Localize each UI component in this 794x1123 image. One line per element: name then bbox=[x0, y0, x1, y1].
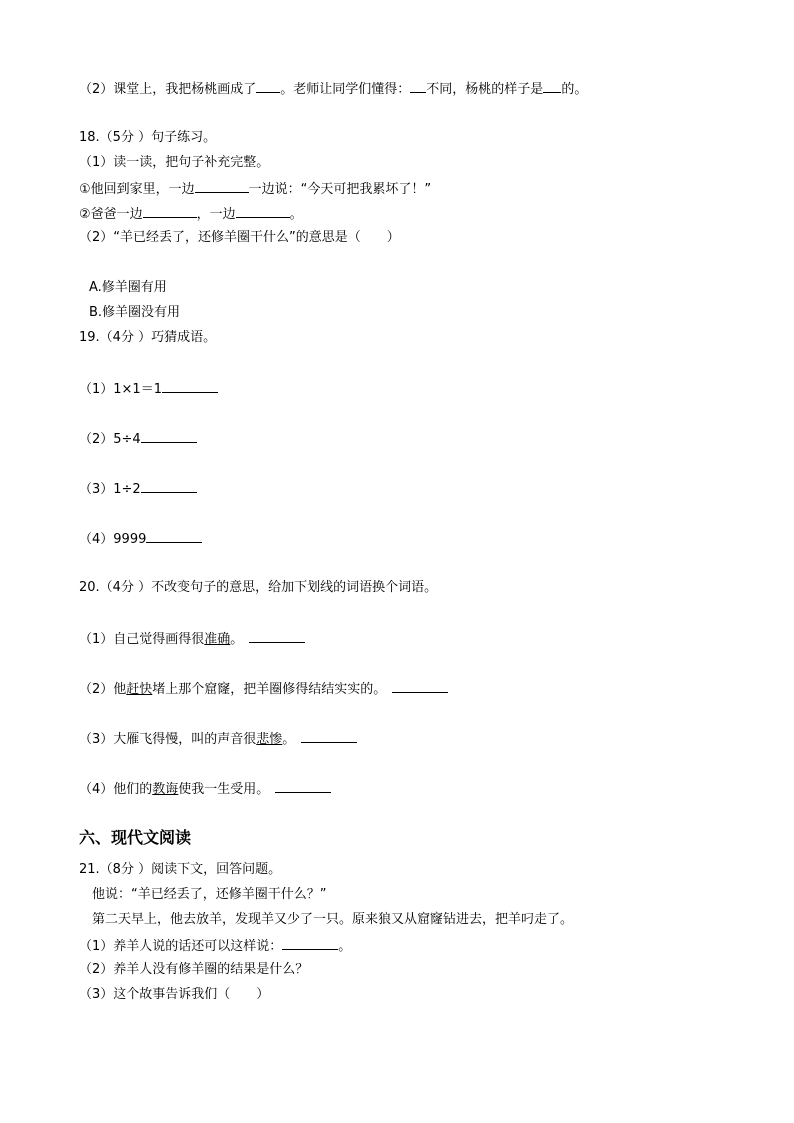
q21-question-3: （3）这个故事告诉我们（ ） bbox=[79, 987, 270, 1002]
answer-blank[interactable] bbox=[143, 205, 197, 218]
answer-blank[interactable] bbox=[275, 780, 331, 793]
q21-question-2: （2）养羊人没有修羊圈的结果是什么？ bbox=[79, 962, 309, 977]
q20-item-1: （1）自己觉得画得很准确。 bbox=[79, 630, 305, 648]
answer-blank[interactable] bbox=[249, 630, 305, 643]
q18-title: 18.（5分 ）句子练习。 bbox=[79, 130, 217, 145]
q18-sentence-2: ②爸爸一边 ，一边 。 bbox=[79, 207, 303, 222]
q18-sentence-1: ①他回到家里，一边 一边说：“今天可把我累坏了！” bbox=[79, 182, 432, 197]
q19-title: 19.（4分 ）巧猜成语。 bbox=[79, 330, 217, 345]
q19-item-3: （3）1÷2 bbox=[79, 480, 197, 498]
answer-blank[interactable] bbox=[543, 80, 561, 93]
answer-blank[interactable] bbox=[141, 480, 197, 493]
q19-item-4: （4）9999 bbox=[79, 530, 202, 548]
answer-blank[interactable] bbox=[195, 180, 249, 193]
q21-passage-line-2: 第二天早上，他去放羊，发现羊又少了一只。原来狼又从窟窿钻进去，把羊叼走了。 bbox=[92, 912, 574, 927]
q18-part-1: （1）读一读，把句子补充完整。 bbox=[79, 155, 270, 170]
q18-option-a[interactable]: A.修羊圈有用 bbox=[89, 280, 167, 295]
q18-option-b[interactable]: B.修羊圈没有用 bbox=[89, 305, 181, 320]
underlined-word: 教诲 bbox=[152, 782, 179, 797]
answer-blank[interactable] bbox=[236, 205, 290, 218]
q19-item-1: （1）1×1＝1 bbox=[79, 380, 218, 398]
q21-title: 21.（8分 ）阅读下文，回答问题。 bbox=[79, 862, 282, 877]
q20-item-4: （4）他们的教诲使我一生受用。 bbox=[79, 780, 331, 798]
q21-question-1: （1）养羊人说的话还可以这样说： 。 bbox=[79, 939, 352, 954]
q20-title: 20.（4分 ）不改变句子的意思，给加下划线的词语换个词语。 bbox=[79, 580, 438, 595]
q19-item-2: （2）5÷4 bbox=[79, 430, 197, 448]
answer-blank[interactable] bbox=[282, 937, 338, 950]
answer-blank[interactable] bbox=[162, 380, 218, 393]
section-heading: 六、现代文阅读 bbox=[79, 828, 192, 847]
q18-part-2: （2）“羊已经丢了，还修羊圈干什么”的意思是（ ） bbox=[79, 230, 400, 245]
answer-blank[interactable] bbox=[410, 80, 426, 93]
q17-item-2: （2）课堂上，我把杨桃画成了 。老师让同学们懂得： 不同，杨桃的样子是 的。 bbox=[79, 82, 588, 97]
answer-blank[interactable] bbox=[256, 80, 280, 93]
answer-blank[interactable] bbox=[301, 730, 357, 743]
underlined-word: 准确 bbox=[204, 632, 231, 647]
underlined-word: 悲惨 bbox=[256, 732, 283, 747]
underlined-word: 赶快 bbox=[126, 682, 153, 697]
answer-blank[interactable] bbox=[146, 530, 202, 543]
answer-blank[interactable] bbox=[141, 430, 197, 443]
q20-item-2: （2）他赶快堵上那个窟窿，把羊圈修得结结实实的。 bbox=[79, 680, 448, 698]
q21-passage-line-1: 他说：“羊已经丢了，还修羊圈干什么？” bbox=[92, 887, 327, 902]
answer-blank[interactable] bbox=[392, 680, 448, 693]
q20-item-3: （3）大雁飞得慢，叫的声音很悲惨。 bbox=[79, 730, 357, 748]
